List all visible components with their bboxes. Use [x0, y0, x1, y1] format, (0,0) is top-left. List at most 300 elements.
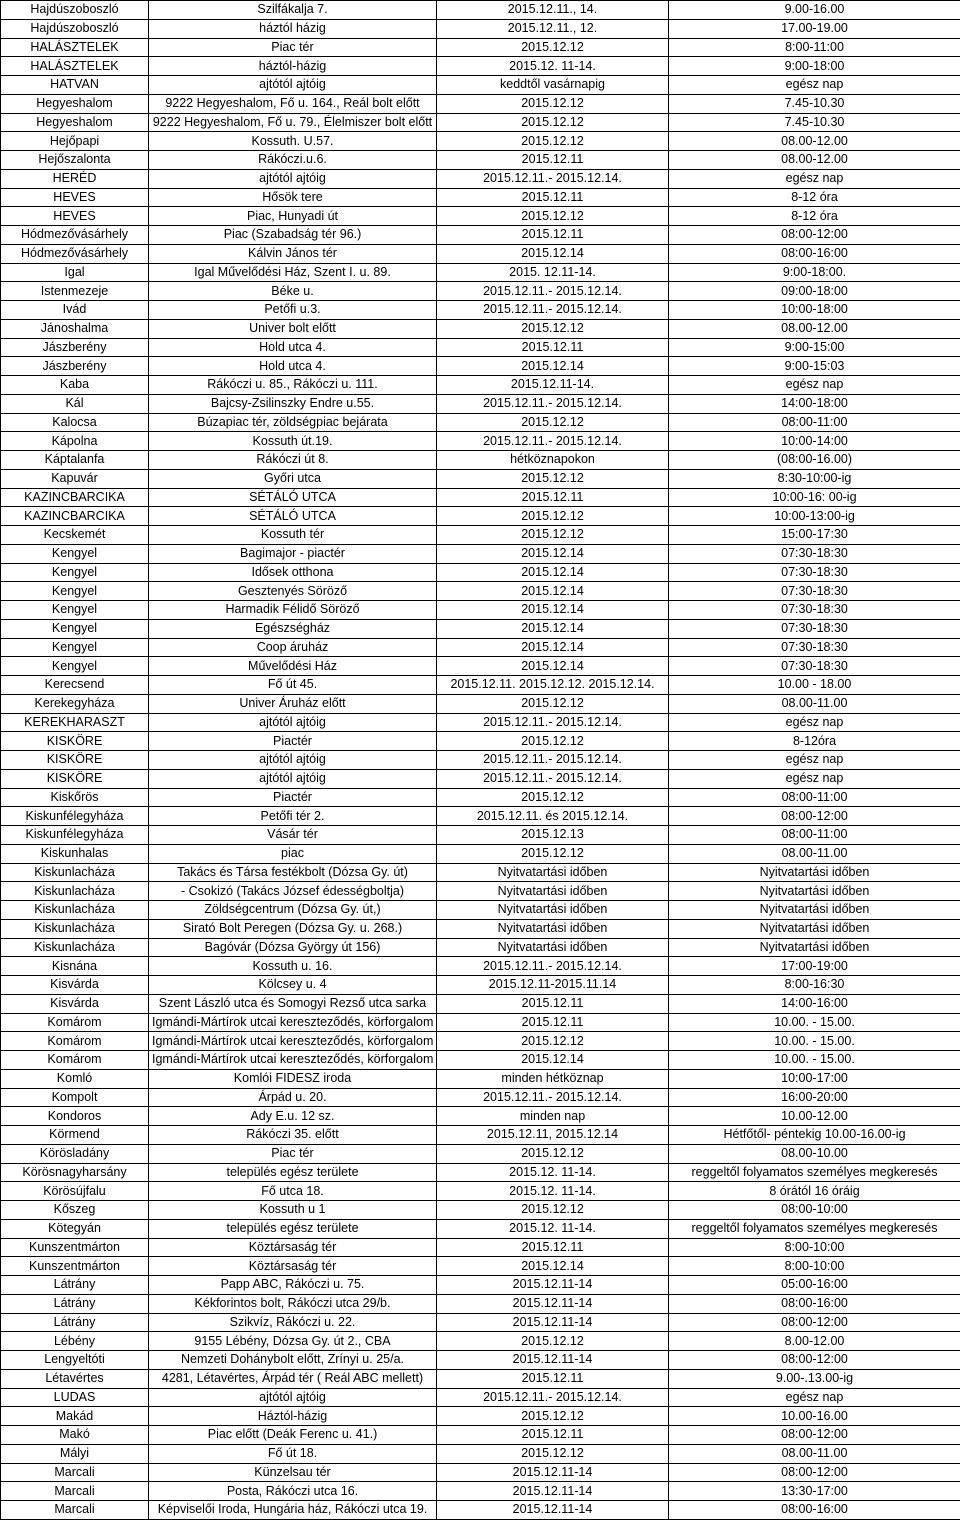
time-cell: 10.00-12.00: [669, 1107, 960, 1126]
table-row: [1, 38, 960, 57]
table-row: [1, 1501, 960, 1520]
time-cell: 8:00-10:00: [669, 1257, 960, 1276]
location-cell: 4281, Létavértes, Árpád tér ( Reál ABC mellett): [149, 1369, 437, 1388]
table-row: [1, 826, 960, 845]
settlement-cell: HEVES: [1, 188, 149, 207]
settlement-cell: Hajdúszoboszló: [1, 1, 149, 20]
table-row: [1, 1294, 960, 1313]
settlement-cell: Kaba: [1, 376, 149, 395]
time-cell: 08:00-11:00: [669, 413, 960, 432]
location-cell: Kékforintos bolt, Rákóczi utca 29/b.: [149, 1294, 437, 1313]
table-row: [1, 544, 960, 563]
date-cell: 2015.12.11-14: [437, 1351, 669, 1370]
time-cell: Nyitvatartási időben: [669, 882, 960, 901]
time-cell: 8 órától 16 óráig: [669, 1182, 960, 1201]
location-cell: ajtótól ajtóig: [149, 751, 437, 770]
time-cell: 13:30-17:00: [669, 1482, 960, 1501]
date-cell: 2015.12.11-14: [437, 1501, 669, 1520]
location-cell: Piac, Hunyadi út: [149, 207, 437, 226]
settlement-cell: Kunszentmárton: [1, 1257, 149, 1276]
location-cell: ajtótól ajtóig: [149, 76, 437, 95]
time-cell: 7.45-10.30: [669, 94, 960, 113]
settlement-cell: Kiskőrös: [1, 788, 149, 807]
settlement-cell: Komárom: [1, 1051, 149, 1070]
table-row: [1, 901, 960, 920]
table-row: [1, 1276, 960, 1295]
date-cell: 2015.12.14: [437, 1051, 669, 1070]
date-cell: minden hétköznap: [437, 1069, 669, 1088]
time-cell: 08:00-10:00: [669, 1201, 960, 1220]
location-cell: Győri utca: [149, 469, 437, 488]
location-cell: Gesztenyés Söröző: [149, 582, 437, 601]
date-cell: 2015.12.11.- 2015.12.14.: [437, 751, 669, 770]
time-cell: 8-12 óra: [669, 207, 960, 226]
date-cell: Nyitvatartási időben: [437, 882, 669, 901]
date-cell: 2015.12.11.- 2015.12.14.: [437, 432, 669, 451]
time-cell: reggeltől folyamatos személyes megkeresés: [669, 1219, 960, 1238]
table-row: [1, 919, 960, 938]
settlement-cell: Körmend: [1, 1126, 149, 1145]
location-cell: ajtótól ajtóig: [149, 713, 437, 732]
time-cell: 08:00-12:00: [669, 226, 960, 245]
location-cell: Képviselői Iroda, Hungária ház, Rákóczi utca 19.: [149, 1501, 437, 1520]
table-row: [1, 863, 960, 882]
table-row: [1, 676, 960, 695]
table-row: [1, 1069, 960, 1088]
time-cell: Hétfőtől- péntekig 10.00-16.00-ig: [669, 1126, 960, 1145]
settlement-cell: Igal: [1, 263, 149, 282]
location-cell: háztól házig: [149, 19, 437, 38]
date-cell: 2015.12.12: [437, 113, 669, 132]
time-cell: egész nap: [669, 769, 960, 788]
table-row: [1, 94, 960, 113]
settlement-cell: Hajdúszoboszló: [1, 19, 149, 38]
date-cell: 2015.12.11.- 2015.12.14.: [437, 282, 669, 301]
location-cell: Árpád u. 20.: [149, 1088, 437, 1107]
time-cell: 10.00. - 15.00.: [669, 1032, 960, 1051]
date-cell: 2015.12.11: [437, 151, 669, 170]
time-cell: 14:00-18:00: [669, 394, 960, 413]
settlement-cell: Hejőpapi: [1, 132, 149, 151]
date-cell: 2015.12.11.- 2015.12.14.: [437, 1388, 669, 1407]
table-row: [1, 732, 960, 751]
settlement-cell: Komárom: [1, 1013, 149, 1032]
date-cell: 2015.12.14: [437, 357, 669, 376]
location-cell: Posta, Rákóczi utca 16.: [149, 1482, 437, 1501]
location-cell: Hősök tere: [149, 188, 437, 207]
settlement-cell: HALÁSZTELEK: [1, 38, 149, 57]
settlement-cell: Hódmezővásárhely: [1, 244, 149, 263]
table-row: [1, 1444, 960, 1463]
schedule-table-body: [1, 1, 960, 1520]
settlement-cell: Kengyel: [1, 563, 149, 582]
table-row: [1, 1182, 960, 1201]
time-cell: 07:30-18:30: [669, 657, 960, 676]
date-cell: 2015.12.11-14.: [437, 376, 669, 395]
time-cell: 10.00 - 18.00: [669, 676, 960, 695]
date-cell: 2015.12.14: [437, 619, 669, 638]
location-cell: Köztársaság tér: [149, 1238, 437, 1257]
time-cell: 08.00-11.00: [669, 1444, 960, 1463]
table-row: [1, 619, 960, 638]
date-cell: 2015. 12.11-14.: [437, 263, 669, 282]
table-row: [1, 1, 960, 20]
table-row: [1, 1313, 960, 1332]
location-cell: ajtótól ajtóig: [149, 169, 437, 188]
table-row: [1, 1032, 960, 1051]
time-cell: 07:30-18:30: [669, 638, 960, 657]
settlement-cell: Kengyel: [1, 619, 149, 638]
table-row: [1, 1201, 960, 1220]
settlement-cell: HEVES: [1, 207, 149, 226]
settlement-cell: Kiskunlacháza: [1, 882, 149, 901]
settlement-cell: Kötegyán: [1, 1219, 149, 1238]
table-row: [1, 338, 960, 357]
time-cell: egész nap: [669, 76, 960, 95]
location-cell: 9222 Hegyeshalom, Fő u. 79., Élelmiszer bolt előtt: [149, 113, 437, 132]
settlement-cell: KISKÖRE: [1, 751, 149, 770]
date-cell: 2015.12.11.- 2015.12.14.: [437, 1088, 669, 1107]
date-cell: minden nap: [437, 1107, 669, 1126]
table-row: [1, 19, 960, 38]
location-cell: Szikvíz, Rákóczi u. 22.: [149, 1313, 437, 1332]
date-cell: hétköznapokon: [437, 451, 669, 470]
table-row: [1, 1426, 960, 1445]
settlement-cell: Kunszentmárton: [1, 1238, 149, 1257]
settlement-cell: Hejőszalonta: [1, 151, 149, 170]
location-cell: 9222 Hegyeshalom, Fő u. 164., Reál bolt előtt: [149, 94, 437, 113]
table-row: [1, 1369, 960, 1388]
settlement-cell: Hegyeshalom: [1, 94, 149, 113]
date-cell: 2015.12.11-14: [437, 1463, 669, 1482]
date-cell: 2015.12.11.- 2015.12.14.: [437, 713, 669, 732]
settlement-cell: Kerecsend: [1, 676, 149, 695]
location-cell: Rákóczi út 8.: [149, 451, 437, 470]
table-row: [1, 432, 960, 451]
location-cell: SÉTÁLÓ UTCA: [149, 488, 437, 507]
date-cell: 2015.12. 11-14.: [437, 1219, 669, 1238]
table-row: [1, 563, 960, 582]
location-cell: Hold utca 4.: [149, 338, 437, 357]
date-cell: 2015.12.11. és 2015.12.14.: [437, 807, 669, 826]
table-row: [1, 169, 960, 188]
settlement-cell: Marcali: [1, 1463, 149, 1482]
time-cell: Nyitvatartási időben: [669, 938, 960, 957]
date-cell: 2015.12.11-14: [437, 1313, 669, 1332]
time-cell: 8:30-10:00-ig: [669, 469, 960, 488]
date-cell: 2015.12.11: [437, 1238, 669, 1257]
date-cell: 2015.12.11: [437, 1426, 669, 1445]
table-row: [1, 713, 960, 732]
settlement-cell: Jászberény: [1, 338, 149, 357]
time-cell: 9:00-15:03: [669, 357, 960, 376]
location-cell: ajtótól ajtóig: [149, 1388, 437, 1407]
settlement-cell: Körösladány: [1, 1144, 149, 1163]
date-cell: 2015.12.11: [437, 1013, 669, 1032]
location-cell: település egész területe: [149, 1163, 437, 1182]
settlement-cell: HATVAN: [1, 76, 149, 95]
location-cell: Fő út 45.: [149, 676, 437, 695]
settlement-cell: Kápolna: [1, 432, 149, 451]
date-cell: 2015.12.11., 14.: [437, 1, 669, 20]
location-cell: Igmándi-Mártírok utcai kereszteződés, körforgalom: [149, 1051, 437, 1070]
date-cell: 2015.12.14: [437, 638, 669, 657]
time-cell: 10:00-17:00: [669, 1069, 960, 1088]
date-cell: 2015.12.12: [437, 319, 669, 338]
location-cell: Igmándi-Mártírok utcai kereszteződés, körforgalom: [149, 1032, 437, 1051]
table-row: [1, 1144, 960, 1163]
date-cell: 2015.12.11., 12.: [437, 19, 669, 38]
location-cell: Igmándi-Mártírok utcai kereszteződés, körforgalom: [149, 1013, 437, 1032]
date-cell: 2015.12.11.- 2015.12.14.: [437, 957, 669, 976]
settlement-cell: Körösújfalu: [1, 1182, 149, 1201]
date-cell: 2015.12.11: [437, 188, 669, 207]
date-cell: 2015.12.12: [437, 413, 669, 432]
table-row: [1, 57, 960, 76]
table-row: [1, 1013, 960, 1032]
table-row: [1, 994, 960, 1013]
table-row: [1, 282, 960, 301]
location-cell: Kossuth u 1: [149, 1201, 437, 1220]
table-row: [1, 788, 960, 807]
time-cell: egész nap: [669, 169, 960, 188]
settlement-cell: KAZINCBARCIKA: [1, 488, 149, 507]
date-cell: 2015.12.14: [437, 601, 669, 620]
table-row: [1, 132, 960, 151]
time-cell: 08.00-12.00: [669, 132, 960, 151]
date-cell: 2015.12.11.- 2015.12.14.: [437, 169, 669, 188]
date-cell: 2015.12.12: [437, 94, 669, 113]
table-row: [1, 488, 960, 507]
time-cell: 08:00-16:00: [669, 244, 960, 263]
table-row: [1, 1463, 960, 1482]
date-cell: 2015.12.11.- 2015.12.14.: [437, 769, 669, 788]
settlement-cell: Kisvárda: [1, 994, 149, 1013]
settlement-cell: Kengyel: [1, 582, 149, 601]
time-cell: 08:00-12:00: [669, 1426, 960, 1445]
time-cell: 9.00-.13.00-ig: [669, 1369, 960, 1388]
table-row: [1, 844, 960, 863]
table-row: [1, 807, 960, 826]
table-row: [1, 1219, 960, 1238]
settlement-cell: Kengyel: [1, 638, 149, 657]
settlement-cell: Kiskunfélegyháza: [1, 807, 149, 826]
table-row: [1, 1407, 960, 1426]
location-cell: Vásár tér: [149, 826, 437, 845]
date-cell: 2015.12.12: [437, 526, 669, 545]
table-row: [1, 301, 960, 320]
settlement-cell: Istenmezeje: [1, 282, 149, 301]
location-cell: Piac előtt (Deák Ferenc u. 41.): [149, 1426, 437, 1445]
settlement-cell: Kiskunlacháza: [1, 919, 149, 938]
settlement-cell: Jászberény: [1, 357, 149, 376]
table-row: [1, 244, 960, 263]
settlement-cell: Látrány: [1, 1276, 149, 1295]
location-cell: piac: [149, 844, 437, 863]
time-cell: 08.00-10.00: [669, 1144, 960, 1163]
time-cell: 07:30-18:30: [669, 601, 960, 620]
time-cell: Nyitvatartási időben: [669, 863, 960, 882]
settlement-cell: Mályi: [1, 1444, 149, 1463]
time-cell: Nyitvatartási időben: [669, 919, 960, 938]
location-cell: Hold utca 4.: [149, 357, 437, 376]
location-cell: Fő út 18.: [149, 1444, 437, 1463]
date-cell: 2015.12. 11-14.: [437, 57, 669, 76]
table-row: [1, 1482, 960, 1501]
location-cell: Kölcsey u. 4: [149, 976, 437, 995]
table-row: [1, 76, 960, 95]
time-cell: 08.00-12.00: [669, 319, 960, 338]
location-cell: Háztól-házig: [149, 1407, 437, 1426]
time-cell: 9.00-16.00: [669, 1, 960, 20]
table-row: [1, 1163, 960, 1182]
table-row: [1, 1107, 960, 1126]
time-cell: 10.00. - 15.00.: [669, 1013, 960, 1032]
location-cell: Harmadik Félidő Söröző: [149, 601, 437, 620]
date-cell: 2015.12.11.- 2015.12.14.: [437, 301, 669, 320]
date-cell: 2015.12.11, 2015.12.14: [437, 1126, 669, 1145]
location-cell: Rákóczi 35. előtt: [149, 1126, 437, 1145]
settlement-cell: HERÉD: [1, 169, 149, 188]
settlement-cell: Létavértes: [1, 1369, 149, 1388]
table-row: [1, 694, 960, 713]
date-cell: keddtől vasárnapig: [437, 76, 669, 95]
location-cell: Kossuth u. 16.: [149, 957, 437, 976]
time-cell: 08:00-11:00: [669, 826, 960, 845]
time-cell: (08:00-16.00): [669, 451, 960, 470]
location-cell: Papp ABC, Rákóczi u. 75.: [149, 1276, 437, 1295]
table-row: [1, 976, 960, 995]
date-cell: 2015.12.12: [437, 207, 669, 226]
table-row: [1, 1257, 960, 1276]
location-cell: település egész területe: [149, 1219, 437, 1238]
location-cell: Bajcsy-Zsilinszky Endre u.55.: [149, 394, 437, 413]
date-cell: 2015.12.12: [437, 507, 669, 526]
table-row: [1, 263, 960, 282]
settlement-cell: Kengyel: [1, 544, 149, 563]
settlement-cell: Ivád: [1, 301, 149, 320]
time-cell: 08.00-11.00: [669, 844, 960, 863]
date-cell: 2015.12.12: [437, 1332, 669, 1351]
table-row: [1, 319, 960, 338]
date-cell: 2015.12.12: [437, 38, 669, 57]
location-cell: Piac tér: [149, 1144, 437, 1163]
time-cell: 10:00-18:00: [669, 301, 960, 320]
table-row: [1, 188, 960, 207]
time-cell: 08:00-12:00: [669, 807, 960, 826]
settlement-cell: Jánoshalma: [1, 319, 149, 338]
table-row: [1, 1126, 960, 1145]
settlement-cell: Látrány: [1, 1294, 149, 1313]
table-row: [1, 226, 960, 245]
location-cell: SÉTÁLÓ UTCA: [149, 507, 437, 526]
settlement-cell: Kisnána: [1, 957, 149, 976]
settlement-cell: Kengyel: [1, 601, 149, 620]
time-cell: 8:00-16:30: [669, 976, 960, 995]
location-cell: Zöldségcentrum (Dózsa Gy. út,): [149, 901, 437, 920]
date-cell: 2015.12.11: [437, 488, 669, 507]
time-cell: 05:00-16:00: [669, 1276, 960, 1295]
date-cell: 2015.12.11: [437, 226, 669, 245]
date-cell: 2015.12.11: [437, 994, 669, 1013]
location-cell: Béke u.: [149, 282, 437, 301]
settlement-cell: Kengyel: [1, 657, 149, 676]
location-cell: Kossuth. U.57.: [149, 132, 437, 151]
time-cell: 07:30-18:30: [669, 544, 960, 563]
location-cell: Ady E.u. 12 sz.: [149, 1107, 437, 1126]
date-cell: Nyitvatartási időben: [437, 938, 669, 957]
date-cell: 2015.12.11: [437, 1369, 669, 1388]
time-cell: egész nap: [669, 751, 960, 770]
date-cell: 2015.12.12: [437, 694, 669, 713]
time-cell: 10:00-13:00-ig: [669, 507, 960, 526]
location-cell: Kálvin János tér: [149, 244, 437, 263]
date-cell: 2015.12.14: [437, 657, 669, 676]
table-row: [1, 469, 960, 488]
time-cell: 15:00-17:30: [669, 526, 960, 545]
time-cell: 07:30-18:30: [669, 563, 960, 582]
time-cell: 08:00-16:00: [669, 1294, 960, 1313]
settlement-cell: Körösnagyharsány: [1, 1163, 149, 1182]
table-row: [1, 601, 960, 620]
settlement-cell: Kompolt: [1, 1088, 149, 1107]
settlement-cell: KEREKHARASZT: [1, 713, 149, 732]
settlement-cell: Kiskunhalas: [1, 844, 149, 863]
date-cell: 2015.12.11. 2015.12.12. 2015.12.14.: [437, 676, 669, 695]
location-cell: ajtótól ajtóig: [149, 769, 437, 788]
time-cell: 07:30-18:30: [669, 582, 960, 601]
time-cell: 8-12 óra: [669, 188, 960, 207]
time-cell: 08:00-12:00: [669, 1463, 960, 1482]
settlement-cell: Hódmezővásárhely: [1, 226, 149, 245]
date-cell: 2015.12.12: [437, 1407, 669, 1426]
location-cell: Kossuth tér: [149, 526, 437, 545]
date-cell: 2015.12.11: [437, 338, 669, 357]
location-cell: Szent László utca és Somogyi Rezső utca sarka: [149, 994, 437, 1013]
time-cell: 7.45-10.30: [669, 113, 960, 132]
location-cell: Takács és Társa festékbolt (Dózsa Gy. út): [149, 863, 437, 882]
date-cell: 2015.12.14: [437, 244, 669, 263]
settlement-cell: KISKÖRE: [1, 769, 149, 788]
date-cell: 2015.12.12: [437, 1144, 669, 1163]
date-cell: 2015.12.11-14: [437, 1276, 669, 1295]
time-cell: 10.00-16.00: [669, 1407, 960, 1426]
location-cell: Köztársaság tér: [149, 1257, 437, 1276]
date-cell: 2015.12.14: [437, 544, 669, 563]
settlement-cell: Kapuvár: [1, 469, 149, 488]
time-cell: 14:00-16:00: [669, 994, 960, 1013]
time-cell: 9:00-15:00: [669, 338, 960, 357]
table-row: [1, 207, 960, 226]
settlement-cell: Hegyeshalom: [1, 113, 149, 132]
settlement-cell: Látrány: [1, 1313, 149, 1332]
time-cell: 08:00-11:00: [669, 788, 960, 807]
time-cell: egész nap: [669, 713, 960, 732]
settlement-cell: Kőszeg: [1, 1201, 149, 1220]
settlement-cell: Kiskunlacháza: [1, 938, 149, 957]
location-cell: 9155 Lébény, Dózsa Gy. út 2., CBA: [149, 1332, 437, 1351]
table-row: [1, 357, 960, 376]
settlement-cell: Lengyeltóti: [1, 1351, 149, 1370]
time-cell: 8.00-12.00: [669, 1332, 960, 1351]
location-cell: Komlói FIDESZ iroda: [149, 1069, 437, 1088]
date-cell: 2015.12. 11-14.: [437, 1163, 669, 1182]
settlement-cell: Marcali: [1, 1501, 149, 1520]
date-cell: Nyitvatartási időben: [437, 901, 669, 920]
table-row: [1, 413, 960, 432]
time-cell: 10:00-16: 00-ig: [669, 488, 960, 507]
time-cell: 16:00-20:00: [669, 1088, 960, 1107]
